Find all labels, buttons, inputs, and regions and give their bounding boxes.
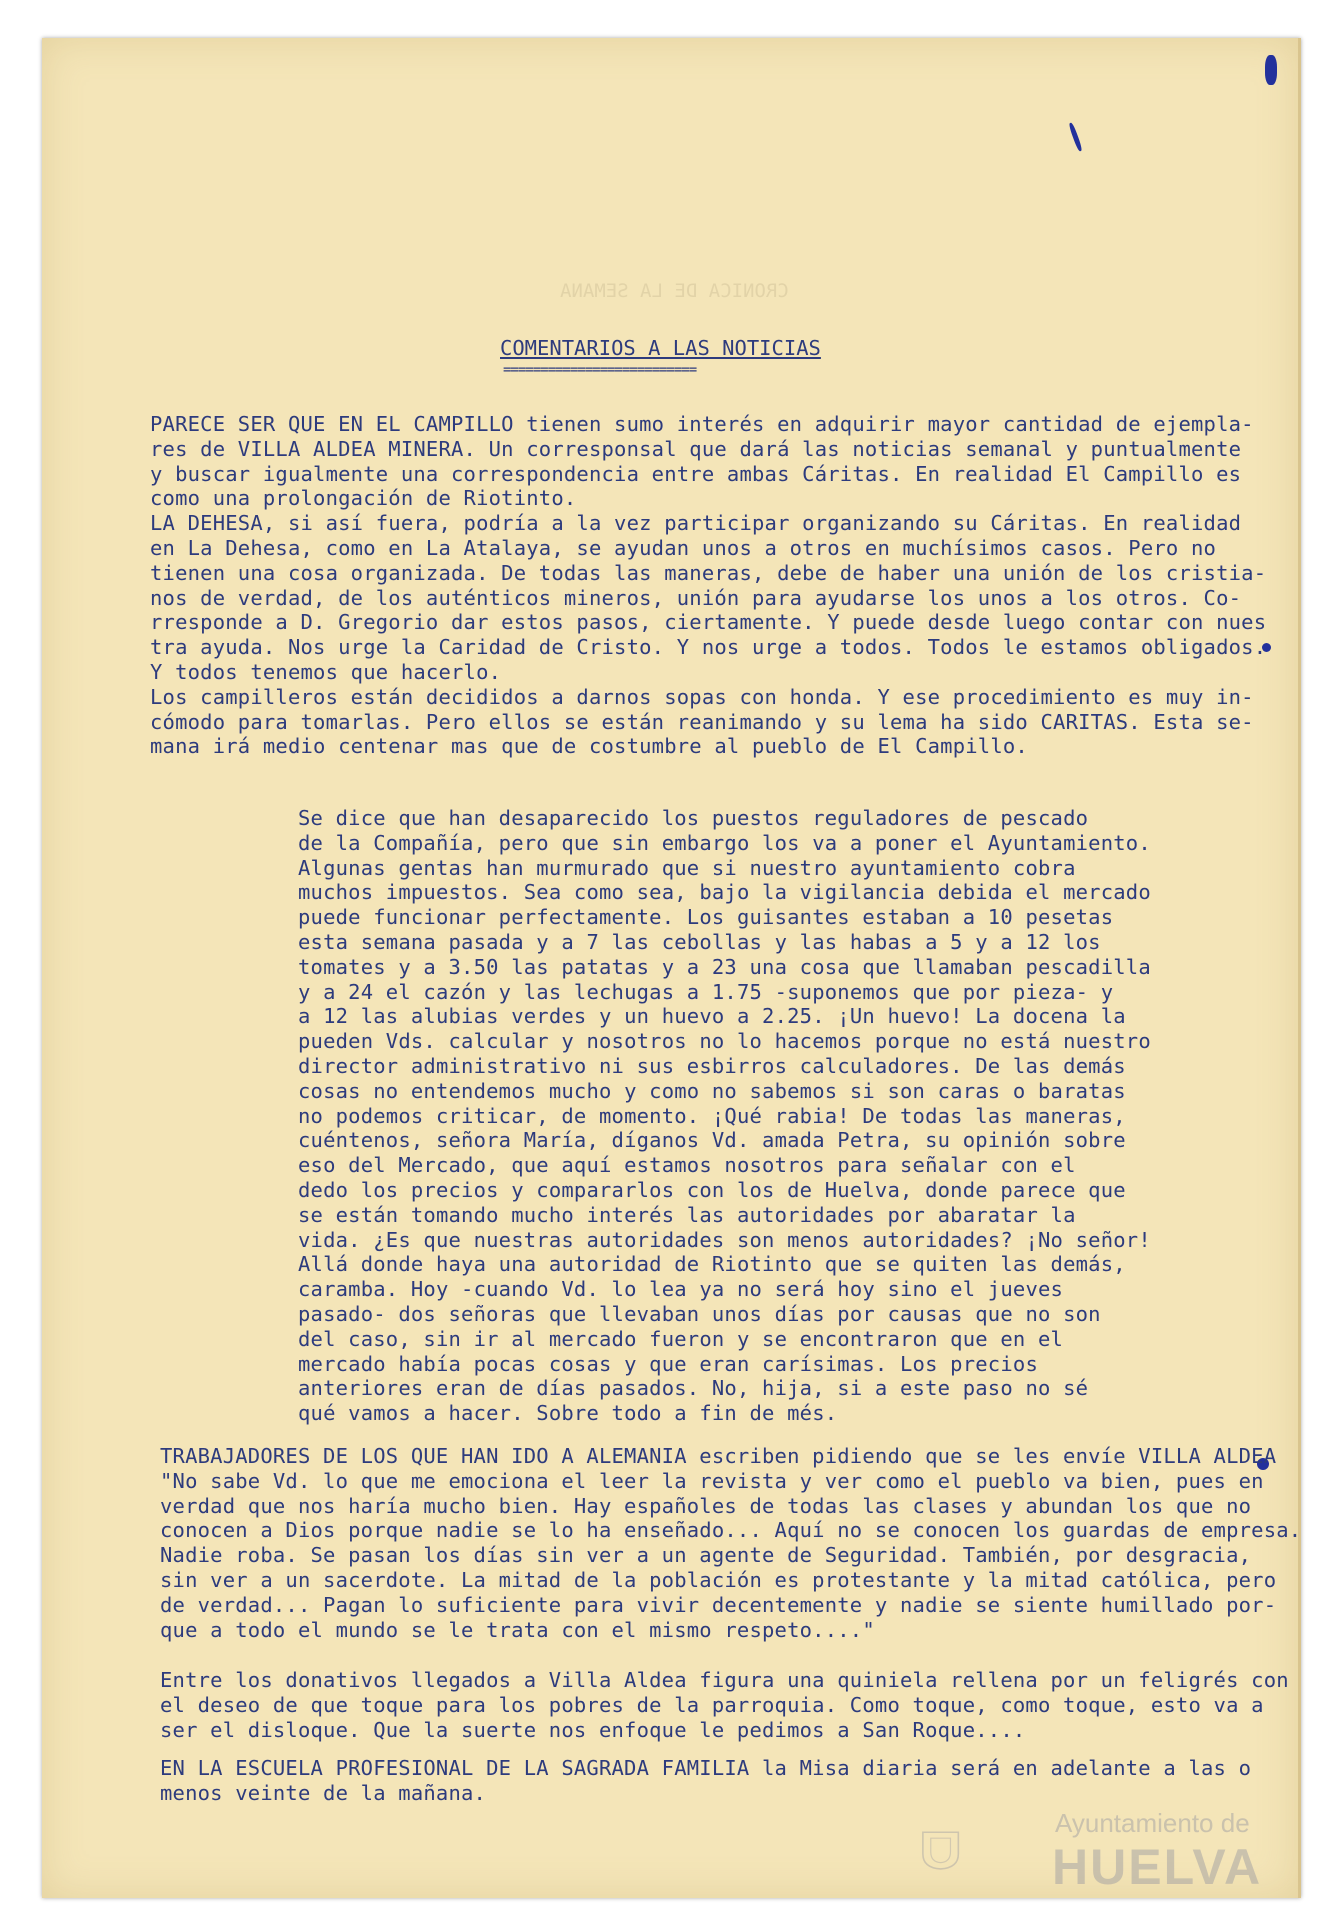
paragraph-donativos: Entre los donativos llegados a Villa Aldea figura una quiniela rellena por un feligrés con el deseo de que toque para los pobres de la parroquia. Como toque, como toque, esto va a ser el disloque. Que la suerte nos enfoque le pedimos a San Roque.... xyxy=(160,1668,1289,1742)
show-through-text: CRONICA DE LA SEMANA xyxy=(560,280,789,302)
paragraph-campillo: PARECE SER QUE EN EL CAMPILLO tienen sumo interés en adquirir mayor cantidad de ejempla- res de VILLA ALDEA MINERA. Un corresponsal que dará las noticias semanal y puntualmente y buscar igualmente una correspondencia entre ambas Cáritas. En realidad El Campillo es como una prolongación de Riotinto. LA DEHESA, si así fuera, podría a la vez participar organizando su Cáritas. En realidad en La Dehesa, como en La Atalaya, se ayudan unos a otros en muchísimos casos. Pero no tienen una cosa organizada. De todas las maneras, debe de haber una unión de los cristia- nos de verdad, de los auténticos mineros, unión para ayudarse los unos a los otros. Co- rresponde a D. Gregorio dar estos pasos, ciertamente. Y puede desde luego contar con nues tra ayuda. Nos urge la Caridad de Cristo. Y nos urge a todos. Todos le estamos obligados. Y todos tenemos que hacerlo. Los campilleros están decididos a darnos sopas con honda. Y ese procedimiento es muy in- cómodo para tomarlas. Pero ellos se están reanimando y su lema ha sido CARITAS. Esta se- mana irá medio centenar mas que de costumbre al pueblo de El Campillo. xyxy=(150,412,1267,759)
ink-blot xyxy=(1265,55,1277,85)
paragraph-escuela: EN LA ESCUELA PROFESIONAL DE LA SAGRADA FAMILIA la Misa diaria será en adelante a las o menos veinte de la mañana. xyxy=(160,1756,1252,1805)
watermark-line1: Ayuntamiento de xyxy=(1055,1808,1250,1838)
paragraph-alemania: TRABAJADORES DE LOS QUE HAN IDO A ALEMANIA escriben pidiendo que se les envíe VILLA ALDEA "No sabe Vd. lo que me emociona el leer la revista y ver como el pueblo va bien, pues en verdad que nos haría mucho bien. Hay españoles de todas las clases y abundan los que no conocen a Dios porque nadie se lo ha enseñado... Aquí no se conocen los guardas de empresa. Nadie roba. Se pasan los días sin ver a un agente de Seguridad. También, por desgracia, sin ver a un sacerdote. La mitad de la población es protestante y la mitad católica, pero de verdad... Pagan lo suficiente para vivir decentemente y nadie se siente humillado por- que a todo el mundo se le trata con el mismo respeto...." xyxy=(160,1444,1302,1642)
title-underline-rule: ========================== xyxy=(503,362,697,378)
document-title: COMENTARIOS A LAS NOTICIAS xyxy=(500,336,821,360)
paragraph-mercado: Se dice que han desaparecido los puestos reguladores de pescado de la Compañía, pero que sin embargo los va a poner el Ayuntamiento. Algunas gentas han murmurado que si nuestro ayuntamiento cobra muchos impuestos. Sea como sea, bajo la vigilancia debida el mercado puede funcionar perfectamente. Los guisantes estaban a 10 pesetas esta semana pasada y a 7 las cebollas y las habas a 5 y a 12 los tomates y a 3.50 las patatas y a 23 una cosa que llamaban pescadilla y a 24 el cazón y las lechugas a 1.75 -suponemos que por pieza- y a 12 las alubias verdes y un huevo a 2.25. ¡Un huevo! La docena la pueden Vds. calcular y nosotros no lo hacemos porque no está nuestro director administrativo ni sus esbirros calculadores. De las demás cosas no entendemos mucho y como no sabemos si son caras o baratas no podemos criticar, de momento. ¡Qué rabia! De todas las maneras, cuéntenos, señora María, díganos Vd. amada Petra, su opinión sobre eso del Mercado, que aquí estamos nosotros para señalar con el dedo los precios y compararlos con los de Huelva, donde parece que se están tomando mucho interés las autoridades por abaratar la vida. ¿Es que nuestras autoridades son menos autoridades? ¡No señor! Allá donde haya una autoridad de Riotinto que se quiten las demás, caramba. Hoy -cuando Vd. lo lea ya no será hoy sino el jueves pasado- dos señoras que llevaban unos días por causas que no son del caso, sin ir al mercado fueron y se encontraron que en el mercado había pocas cosas y que eran carísimas. Los precios anteriores eran de días pasados. No, hija, si a este paso no sé qué vamos a hacer. Sobre todo a fin de més. xyxy=(298,806,1151,1426)
ayuntamiento-shield-icon xyxy=(915,1800,1045,1900)
watermark-line2: HUELVA xyxy=(1052,1839,1263,1895)
